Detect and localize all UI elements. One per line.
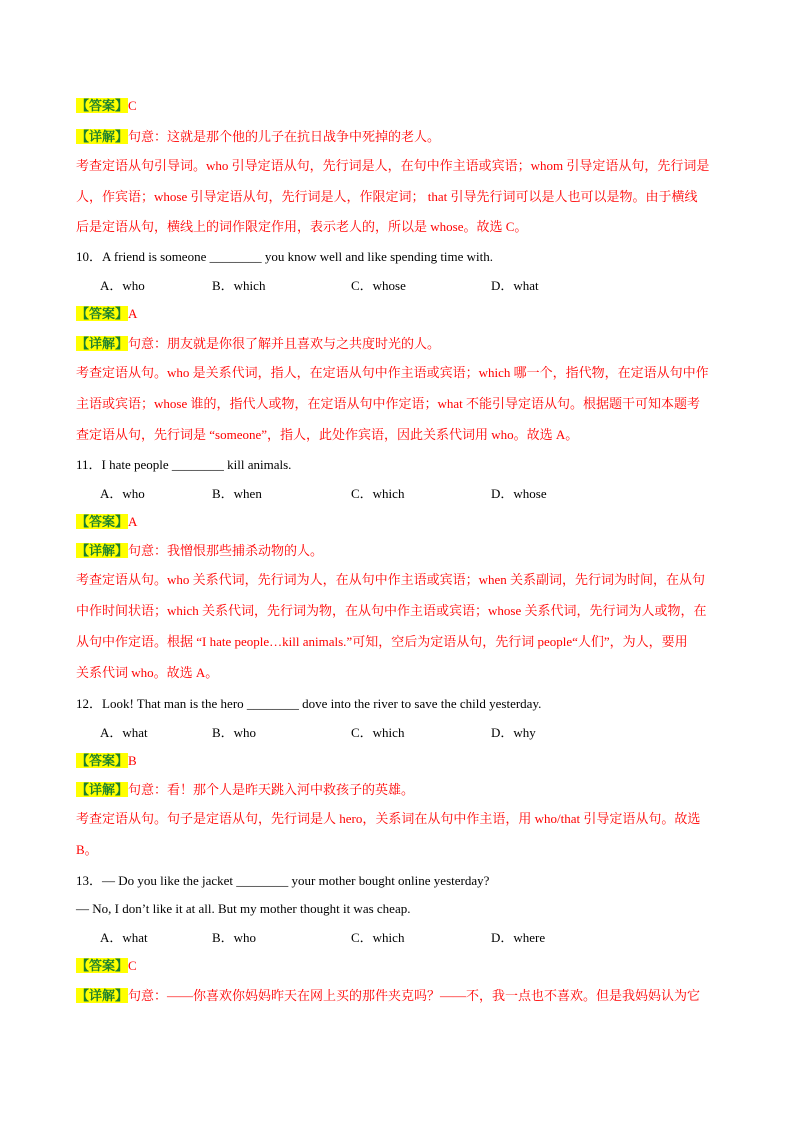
answer-tag: 【答案】 [76,306,129,321]
question-stem: 11．I hate people ________ kill animals. [76,457,292,472]
detail-text: 句意：朋友就是你很了解并且喜欢与之共度时光的人。 [128,336,441,351]
detail-line [76,128,440,146]
explanation-line: 关系代词 who。故选 A。 [76,665,219,680]
option-a: A．who [100,278,145,293]
detail-line [76,335,440,353]
option-d: D．what [491,278,539,293]
explanation-line: 后是定语从句，横线上的词作限定作用，表示老人的，所以是 whose。故选 C。 [76,219,528,234]
detail-text: 句意：这就是那个他的儿子在抗日战争中死掉的老人。 [128,129,441,144]
question-stem: 13．— Do you like the jacket ________ your mother bought online yesterday? [76,873,490,888]
explanation-line: 考查定语从句引导词。who 引导定语从句，先行词是人，在句中作主语或宾语；whom 引导定语从句，先行词是 [76,158,710,173]
explanation-line: 从句中作定语。根据 “I hate people…kill animals.”可知，空后为定语从句，先行词 people“人们”，为人，要用 [76,634,688,649]
option-c: C．which [351,725,405,740]
option-c: C．which [351,930,405,945]
answer-tag: 【答案】 [76,753,129,768]
answer-value: A [128,514,138,529]
answer-line [76,97,137,115]
explanation-line: 主语或宾语；whose 谁的，指代人或物，在定语从句中作定语；what 不能引导定语从句。根据题干可知本题考 [76,396,700,411]
explanation-line: 人，作宾语；whose 引导定语从句，先行词是人，作限定词； that 引导先行词可以是人也可以是物。由于横线 [76,189,698,204]
detail-tag: 【详解】 [76,129,129,144]
detail-tag: 【详解】 [76,988,129,1003]
option-b: B．when [212,486,262,501]
answer-line [76,957,137,975]
option-d: D．whose [491,486,547,501]
option-a: A．who [100,486,145,501]
option-a: A．what [100,930,148,945]
answer-value: B [128,753,137,768]
option-d: D．where [491,930,546,945]
answer-value: C [128,958,137,973]
explanation-line: 中作时间状语；which 关系代词，先行词为物，在从句中作主语或宾语；whose 关系代词，先行词为人或物，在 [76,603,707,618]
detail-text: 句意：看！那个人是昨天跳入河中救孩子的英雄。 [128,782,415,797]
detail-tag: 【详解】 [76,782,129,797]
detail-line [76,987,700,1005]
option-c: C．which [351,486,405,501]
option-b: B．who [212,930,257,945]
detail-line [76,542,323,560]
question-stem: 12．Look! That man is the hero ________ dove into the river to save the child yesterday. [76,696,542,711]
answer-value: A [128,306,138,321]
detail-text: 句意：——你喜欢你妈妈昨天在网上买的那件夹克吗？——不，我一点也不喜欢。但是我妈妈认为它 [128,988,701,1003]
answer-line [76,752,137,770]
question-stem-reply: — No, I don’t like it at all. But my mother thought it was cheap. [76,901,411,916]
answer-value: C [128,98,137,113]
option-c: C．whose [351,278,406,293]
answer-tag: 【答案】 [76,514,129,529]
answer-tag: 【答案】 [76,958,129,973]
option-b: B．who [212,725,257,740]
answer-line [76,513,137,531]
explanation-line: 查定语从句，先行词是 “someone”，指人，此处作宾语，因此关系代词用 who。故选 A。 [76,427,579,442]
option-b: B．which [212,278,266,293]
option-d: D．why [491,725,536,740]
explanation-line: 考查定语从句。who 是关系代词，指人，在定语从句中作主语或宾语；which 哪一个，指代物，在定语从句中作 [76,365,709,380]
answer-tag: 【答案】 [76,98,129,113]
explanation-line: 考查定语从句。who 关系代词，先行词为人，在从句中作主语或宾语；when 关系副词，先行词为时间，在从句 [76,572,706,587]
detail-line [76,781,414,799]
detail-text: 句意：我憎恨那些捕杀动物的人。 [128,543,324,558]
detail-tag: 【详解】 [76,336,129,351]
detail-tag: 【详解】 [76,543,129,558]
answer-line [76,305,137,323]
explanation-line: 考查定语从句。句子是定语从句，先行词是人 hero，关系词在从句中作主语，用 who/that 引导定语从句。故选 [76,811,701,826]
question-stem: 10．A friend is someone ________ you know well and like spending time with. [76,249,494,264]
explanation-line: B。 [76,842,98,857]
option-a: A．what [100,725,148,740]
